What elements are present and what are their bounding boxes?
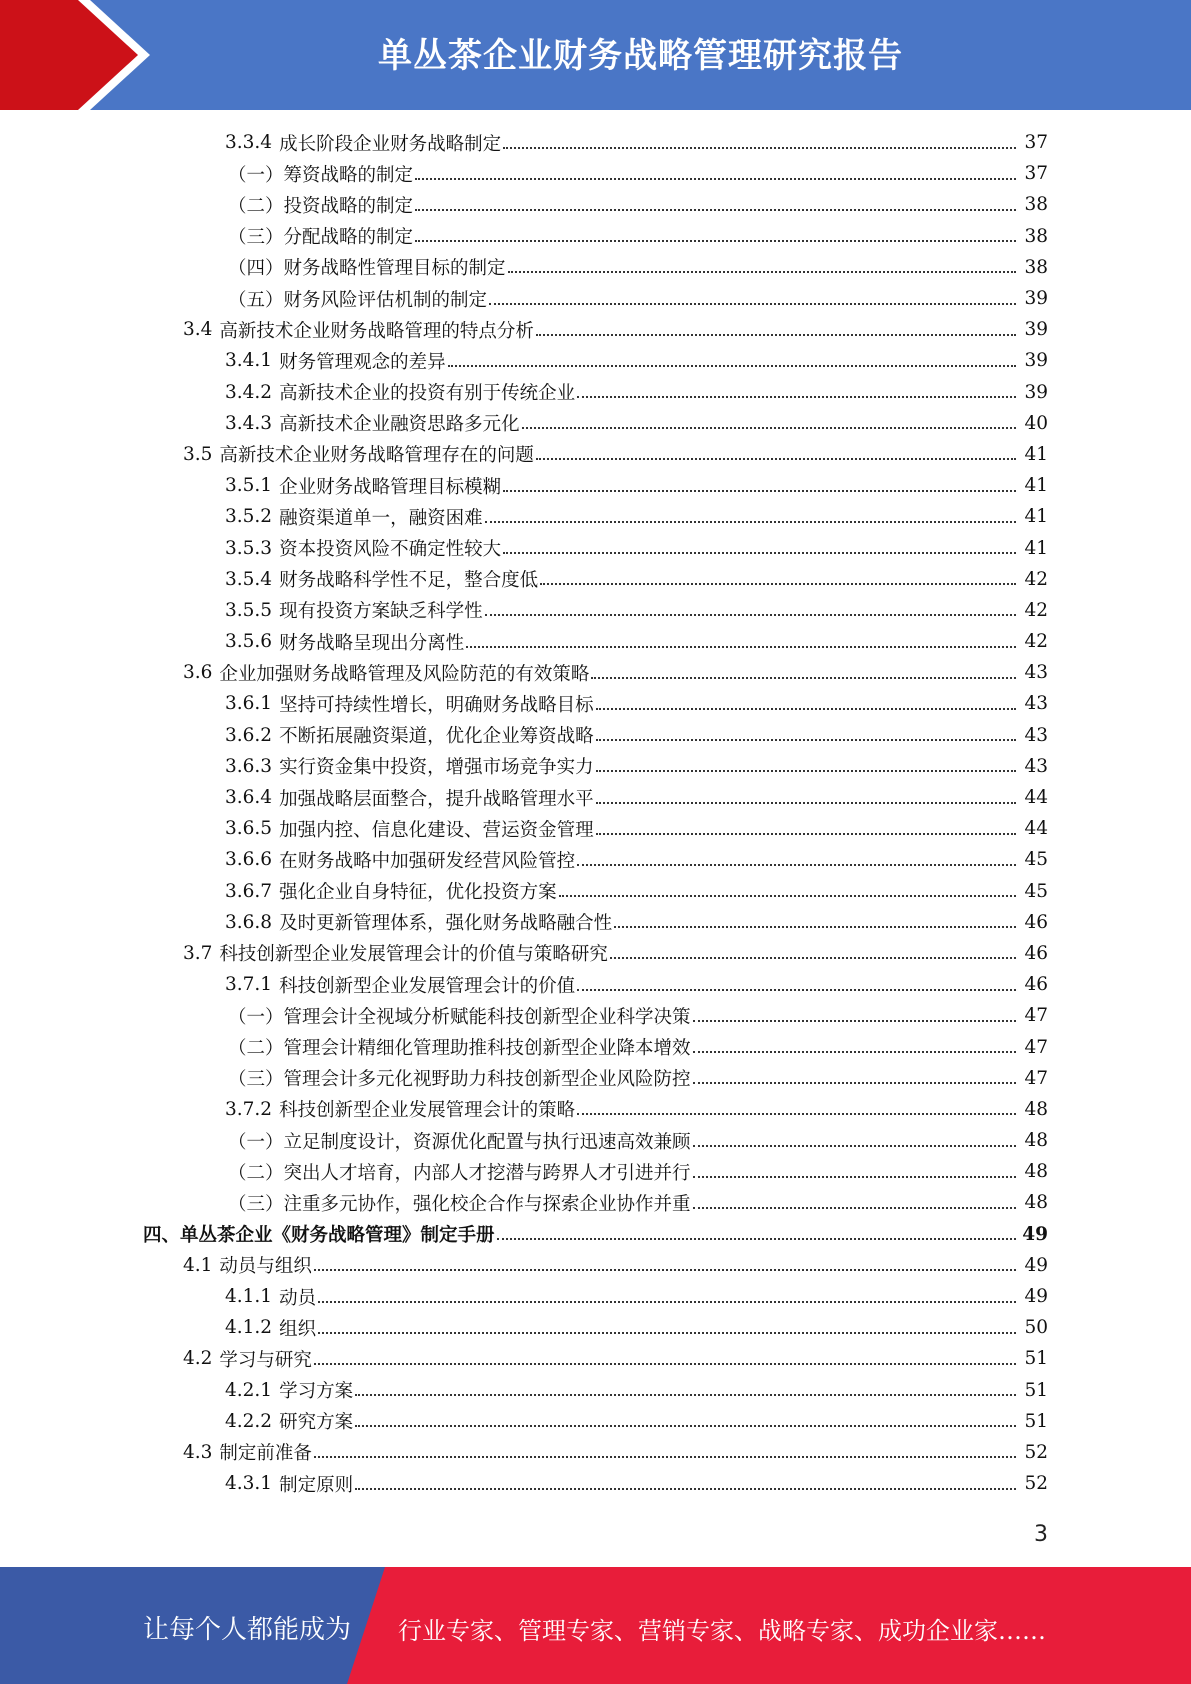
toc-entry-page: 39 <box>1024 350 1048 372</box>
toc-entry-title: 财务战略呈现出分离性 <box>279 632 465 654</box>
toc-dot-leader <box>508 255 1016 273</box>
toc-entry-page: 50 <box>1024 1317 1048 1339</box>
toc-entry-title: 高新技术企业财务战略管理的特点分析 <box>219 320 534 342</box>
toc-entry[interactable] <box>0 1375 1191 1406</box>
toc-entry-number: 3.4 <box>183 319 213 341</box>
toc-entry-title: （一）筹资战略的制定 <box>228 164 414 186</box>
toc-entry-page: 37 <box>1024 132 1048 154</box>
toc-entry-page: 39 <box>1024 288 1048 310</box>
toc-dot-leader <box>693 1191 1016 1209</box>
toc-dot-leader <box>596 817 1016 835</box>
toc-entry-page: 48 <box>1024 1161 1048 1183</box>
toc-entry-title: （三）分配战略的制定 <box>228 227 414 249</box>
toc-dot-leader <box>693 1004 1016 1022</box>
toc-dot-leader <box>522 411 1016 429</box>
toc-entry-page: 38 <box>1024 225 1048 247</box>
toc-dot-leader <box>318 1285 1016 1303</box>
toc-dot-leader <box>536 318 1016 336</box>
toc-entry-title: （二）管理会计精细化管理助推科技创新型企业降本增效 <box>228 1038 691 1060</box>
toc-entry-number: 3.5 <box>183 443 213 465</box>
toc-entry-number: 3.4.3 <box>225 412 273 434</box>
toc-entry-number: 3.7.2 <box>225 1098 273 1120</box>
toc-entry[interactable] <box>0 1406 1191 1437</box>
toc-entry-page: 39 <box>1024 381 1048 403</box>
toc-dot-leader <box>314 1347 1016 1365</box>
toc-entry-title: 不断拓展融资渠道，优化企业筹资战略 <box>279 726 594 748</box>
toc-entry-page: 44 <box>1024 787 1048 809</box>
toc-entry-title: 坚持可持续性增长，明确财务战略目标 <box>279 694 594 716</box>
toc-entry[interactable] <box>0 751 1191 782</box>
toc-entry[interactable] <box>0 1281 1191 1312</box>
toc-dot-leader <box>485 598 1016 616</box>
toc-entry-number: 4.2.1 <box>225 1379 273 1401</box>
toc-dot-leader <box>540 567 1016 585</box>
toc-entry-number: 3.4.1 <box>225 350 273 372</box>
toc-entry-title: 融资渠道单一，融资困难 <box>279 507 483 529</box>
toc-dot-leader <box>355 1378 1016 1396</box>
toc-entry-number: 3.3.4 <box>225 132 273 154</box>
toc-entry-page: 41 <box>1024 537 1048 559</box>
toc-entry-number: 3.6.4 <box>225 787 273 809</box>
toc-dot-leader <box>577 1097 1016 1115</box>
toc-entry-page: 42 <box>1024 568 1048 590</box>
toc-entry[interactable] <box>0 283 1191 314</box>
toc-dot-leader <box>591 661 1016 679</box>
toc-entry-page: 51 <box>1024 1348 1048 1370</box>
toc-dot-leader <box>355 1409 1016 1427</box>
toc-entry-page: 45 <box>1024 880 1048 902</box>
toc-dot-leader <box>614 910 1016 928</box>
toc-dot-leader <box>314 1440 1016 1458</box>
toc-entry[interactable] <box>0 907 1191 938</box>
toc-entry[interactable] <box>0 1031 1191 1062</box>
toc-entry[interactable] <box>0 1312 1191 1343</box>
toc-entry-page: 48 <box>1024 1130 1048 1152</box>
toc-dot-leader <box>577 973 1016 991</box>
toc-entry-page: 41 <box>1024 443 1048 465</box>
toc-entry-title: （二）突出人才培育，内部人才挖潜与跨界人才引进并行 <box>228 1162 691 1184</box>
toc-dot-leader <box>485 505 1016 523</box>
toc-dot-leader <box>448 349 1016 367</box>
toc-entry-page: 46 <box>1024 974 1048 996</box>
toc-entry-title: 成长阶段企业财务战略制定 <box>279 133 502 155</box>
toc-dot-leader <box>693 1160 1016 1178</box>
toc-entry-number: 3.5.1 <box>225 475 273 497</box>
toc-entry-page: 40 <box>1024 412 1048 434</box>
toc-entry-page: 49 <box>1022 1223 1048 1245</box>
toc-dot-leader <box>503 131 1016 149</box>
toc-entry-number: 4.3 <box>183 1441 213 1463</box>
toc-entry-title: 高新技术企业的投资有别于传统企业 <box>279 383 576 405</box>
toc-entry-page: 42 <box>1024 631 1048 653</box>
toc-entry-title: 及时更新管理体系，强化财务战略融合性 <box>279 913 613 935</box>
toc-entry-title: 制定前准备 <box>219 1443 312 1465</box>
toc-entry-page: 43 <box>1024 755 1048 777</box>
toc-dot-leader <box>577 848 1016 866</box>
toc-entry-title: （四）财务战略性管理目标的制定 <box>228 258 506 280</box>
toc-dot-leader <box>415 193 1016 211</box>
toc-entry-page: 51 <box>1024 1410 1048 1432</box>
footer-slogan-roles: 行业专家、管理专家、营销专家、战略专家、成功企业家…… <box>398 1617 1046 1645</box>
toc-dot-leader <box>596 692 1016 710</box>
toc-entry-page: 38 <box>1024 194 1048 216</box>
toc-entry[interactable] <box>0 782 1191 813</box>
toc-dot-leader <box>415 224 1016 242</box>
toc-entry-number: 4.1 <box>183 1254 213 1276</box>
report-title: 单丛茶企业财务战略管理研究报告 <box>378 36 903 76</box>
toc-entry-number: 4.3.1 <box>225 1473 273 1495</box>
toc-entry-page: 43 <box>1024 693 1048 715</box>
toc-entry[interactable] <box>0 314 1191 345</box>
toc-entry-page: 45 <box>1024 849 1048 871</box>
toc-entry-title: 制定原则 <box>279 1474 354 1496</box>
toc-entry[interactable] <box>0 564 1191 595</box>
toc-entry-page: 46 <box>1024 911 1048 933</box>
toc-entry-page: 48 <box>1024 1192 1048 1214</box>
toc-dot-leader <box>489 287 1016 305</box>
toc-dot-leader <box>596 786 1016 804</box>
toc-entry-page: 52 <box>1024 1441 1048 1463</box>
toc-entry-title: 四、单丛茶企业《财务战略管理》制定手册 <box>143 1225 495 1247</box>
toc-dot-leader <box>596 723 1016 741</box>
toc-dot-leader <box>318 1316 1016 1334</box>
toc-dot-leader <box>610 941 1016 959</box>
toc-entry[interactable] <box>0 252 1191 283</box>
toc-entry[interactable] <box>0 1125 1191 1156</box>
toc-entry-title: 财务管理观念的差异 <box>279 351 446 373</box>
toc-dot-leader <box>577 380 1016 398</box>
toc-entry[interactable] <box>0 470 1191 501</box>
toc-dot-leader <box>314 1253 1016 1271</box>
toc-entry[interactable] <box>0 1468 1191 1499</box>
toc-entry-title: 财务战略科学性不足，整合度低 <box>279 570 539 592</box>
toc-entry[interactable] <box>0 345 1191 376</box>
toc-entry[interactable] <box>0 1187 1191 1218</box>
toc-entry[interactable] <box>0 1063 1191 1094</box>
toc-entry[interactable] <box>0 1094 1191 1125</box>
toc-entry-number: 3.7 <box>183 942 213 964</box>
toc-entry-title: 科技创新型企业发展管理会计的价值 <box>279 975 576 997</box>
toc-entry[interactable] <box>0 158 1191 189</box>
toc-entry-title: 资本投资风险不确定性较大 <box>279 539 502 561</box>
toc-dot-leader <box>693 1035 1016 1053</box>
toc-entry[interactable] <box>0 969 1191 1000</box>
toc-entry[interactable] <box>0 876 1191 907</box>
toc-entry-page: 41 <box>1024 506 1048 528</box>
toc-entry[interactable] <box>0 189 1191 220</box>
toc-entry-number: 3.6.3 <box>225 755 273 777</box>
toc-dot-leader <box>693 1129 1016 1147</box>
toc-entry-title: 现有投资方案缺乏科学性 <box>279 601 483 623</box>
toc-entry-title: （三）注重多元协作，强化校企合作与探索企业协作并重 <box>228 1193 691 1215</box>
toc-entry-page: 51 <box>1024 1379 1048 1401</box>
page-number: 3 <box>1034 1522 1048 1547</box>
toc-entry-page: 47 <box>1024 1036 1048 1058</box>
toc-entry-number: 3.6.1 <box>225 693 273 715</box>
toc-entry[interactable] <box>0 688 1191 719</box>
toc-entry-title: 高新技术企业融资思路多元化 <box>279 414 520 436</box>
toc-entry[interactable] <box>0 813 1191 844</box>
toc-entry[interactable] <box>0 221 1191 252</box>
toc-entry-number: 3.5.6 <box>225 631 273 653</box>
toc-entry-number: 3.6.7 <box>225 880 273 902</box>
toc-entry-page: 47 <box>1024 1005 1048 1027</box>
toc-dot-leader <box>355 1472 1016 1490</box>
toc-entry-title: 高新技术企业财务战略管理存在的问题 <box>219 445 534 467</box>
toc-entry-title: 实行资金集中投资，增强市场竞争实力 <box>279 757 594 779</box>
toc-entry[interactable] <box>0 1219 1191 1250</box>
toc-entry-number: 3.6.5 <box>225 818 273 840</box>
toc-entry-page: 44 <box>1024 818 1048 840</box>
toc-entry-title: 动员与组织 <box>219 1256 312 1278</box>
toc-entry[interactable] <box>0 1000 1191 1031</box>
toc-entry[interactable] <box>0 720 1191 751</box>
toc-entry-title: 组织 <box>279 1318 317 1340</box>
toc-entry[interactable] <box>0 127 1191 158</box>
toc-entry-number: 3.5.3 <box>225 537 273 559</box>
toc-dot-leader <box>559 879 1016 897</box>
toc-entry[interactable] <box>0 408 1191 439</box>
toc-entry[interactable] <box>0 1250 1191 1281</box>
toc-dot-leader <box>415 162 1016 180</box>
toc-entry[interactable] <box>0 1343 1191 1374</box>
toc-entry-title: 科技创新型企业发展管理会计的价值与策略研究 <box>219 944 608 966</box>
toc-entry[interactable] <box>0 595 1191 626</box>
toc-entry-page: 49 <box>1024 1254 1048 1276</box>
toc-entry-number: 3.6.8 <box>225 911 273 933</box>
toc-dot-leader <box>536 442 1016 460</box>
toc-entry-number: 4.2 <box>183 1348 213 1370</box>
toc-entry-title: 企业加强财务战略管理及风险防范的有效策略 <box>219 663 590 685</box>
toc-entry-page: 43 <box>1024 662 1048 684</box>
toc-entry-page: 37 <box>1024 163 1048 185</box>
toc-entry-number: 3.5.4 <box>225 568 273 590</box>
toc-entry-page: 49 <box>1024 1286 1048 1308</box>
toc-entry-number: 3.6.2 <box>225 724 273 746</box>
toc-entry-number: 3.4.2 <box>225 381 273 403</box>
toc-dot-leader <box>596 754 1016 772</box>
toc-entry-number: 3.6.6 <box>225 849 273 871</box>
toc-entry-number: 3.5.5 <box>225 599 273 621</box>
toc-entry[interactable] <box>0 532 1191 563</box>
toc-entry-page: 52 <box>1024 1473 1048 1495</box>
toc-entry-page: 47 <box>1024 1067 1048 1089</box>
toc-entry[interactable] <box>0 501 1191 532</box>
toc-entry[interactable] <box>0 377 1191 408</box>
toc-entry-number: 4.1.2 <box>225 1317 273 1339</box>
toc-dot-leader <box>497 1222 1016 1240</box>
toc-dot-leader <box>503 536 1016 554</box>
toc-entry-page: 42 <box>1024 599 1048 621</box>
toc-entry-page: 48 <box>1024 1098 1048 1120</box>
toc-entry[interactable] <box>0 1437 1191 1468</box>
toc-entry-title: 强化企业自身特征，优化投资方案 <box>279 882 557 904</box>
toc-entry-title: （三）管理会计多元化视野助力科技创新型企业风险防控 <box>228 1069 691 1091</box>
toc-entry-title: （五）财务风险评估机制的制定 <box>228 289 488 311</box>
toc-entry[interactable] <box>0 439 1191 470</box>
toc-entry-title: （一）管理会计全视域分析赋能科技创新型企业科学决策 <box>228 1006 691 1028</box>
toc-entry-title: 加强内控、信息化建设、营运资金管理 <box>279 819 594 841</box>
toc-entry-title: 加强战略层面整合，提升战略管理水平 <box>279 788 594 810</box>
toc-entry-title: 科技创新型企业发展管理会计的策略 <box>279 1100 576 1122</box>
toc-entry-number: 4.1.1 <box>225 1286 273 1308</box>
footer-slogan-lead: 让每个人都能成为 <box>143 1615 352 1645</box>
toc-dot-leader <box>693 1066 1016 1084</box>
toc-entry-page: 38 <box>1024 256 1048 278</box>
page-header <box>0 0 1191 110</box>
toc-entry[interactable] <box>0 626 1191 657</box>
toc-entry-page: 43 <box>1024 724 1048 746</box>
toc-entry-title: 学习与研究 <box>219 1349 312 1371</box>
toc-entry-title: 研究方案 <box>279 1412 354 1434</box>
toc-entry-number: 3.6 <box>183 662 213 684</box>
table-of-contents <box>0 127 1191 1499</box>
toc-entry-page: 46 <box>1024 942 1048 964</box>
toc-entry[interactable] <box>0 1156 1191 1187</box>
toc-entry[interactable] <box>0 938 1191 969</box>
toc-entry-title: （一）立足制度设计，资源优化配置与执行迅速高效兼顾 <box>228 1131 691 1153</box>
toc-entry[interactable] <box>0 657 1191 688</box>
toc-entry-title: 学习方案 <box>279 1381 354 1403</box>
page-footer <box>0 1567 1191 1684</box>
toc-entry-number: 4.2.2 <box>225 1410 273 1432</box>
toc-entry-page: 41 <box>1024 475 1048 497</box>
toc-entry-title: 在财务战略中加强研发经营风险管控 <box>279 850 576 872</box>
toc-entry-title: 企业财务战略管理目标模糊 <box>279 476 502 498</box>
toc-entry-number: 3.7.1 <box>225 974 273 996</box>
toc-entry-number: 3.5.2 <box>225 506 273 528</box>
toc-dot-leader <box>466 630 1016 648</box>
toc-entry-title: 动员 <box>279 1287 317 1309</box>
toc-entry[interactable] <box>0 844 1191 875</box>
toc-entry-title: （二）投资战略的制定 <box>228 195 414 217</box>
toc-entry-page: 39 <box>1024 319 1048 341</box>
toc-dot-leader <box>503 474 1016 492</box>
